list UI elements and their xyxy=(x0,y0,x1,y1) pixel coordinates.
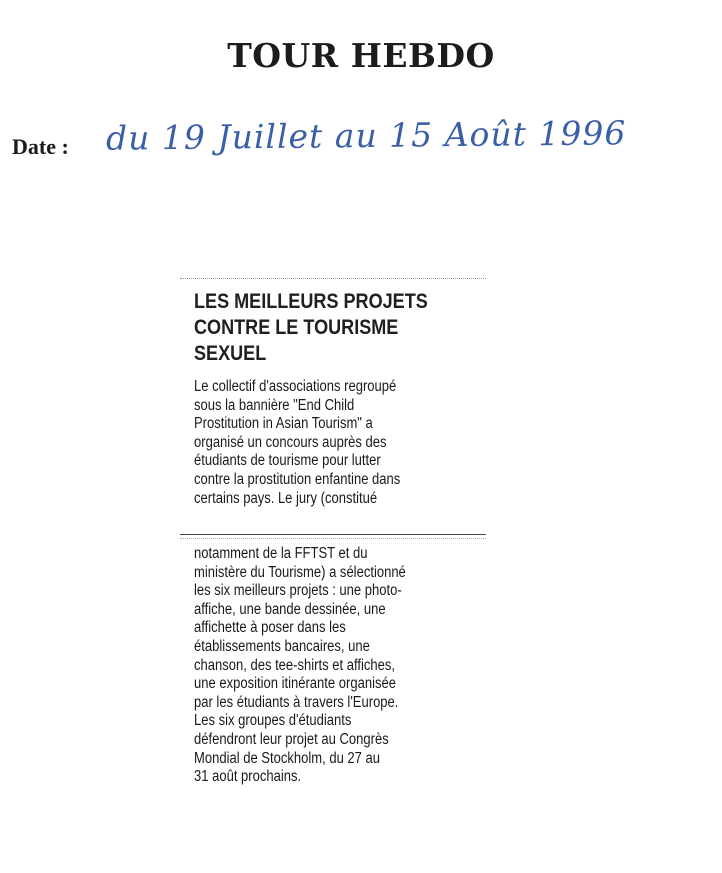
date-label: Date : xyxy=(12,134,69,159)
article-headline: LES MEILLEURS PROJETS CONTRE LE TOURISME SEXUEL xyxy=(194,290,428,365)
publication-title: TOUR HEBDO xyxy=(227,36,495,75)
handwritten-date: du 19 Juillet au 15 Août 1996 xyxy=(105,113,627,158)
clipping-cut-line-dotted xyxy=(180,538,486,539)
article-body-part1: Le collectif d'associations regroupé sous la bannière "End Child Prostitution in Asian Tourism" a organisé un concours auprès des étudiants de tourisme pour lutter contre la prostitution enfantine dans certains pays. Le jury (constitué xyxy=(194,378,401,507)
clipping-top-rule xyxy=(180,278,486,279)
clipping-cut-line xyxy=(180,534,486,535)
article-body-part2: notamment de la FFTST et du ministère du Tourisme) a sélectionné les six meilleurs projets : une photo- affiche, une bande dessinée, une affichette à poser dans les établissements bancaires, une chanson, des tee-shirts et affiches, une exposition itinérante organisée par les étudiants à travers l'Europe. Les six groupes d'étudiants défendront leur projet au Congrès Mondial de Stockholm, du 27 au 31 août prochains. xyxy=(194,545,406,786)
